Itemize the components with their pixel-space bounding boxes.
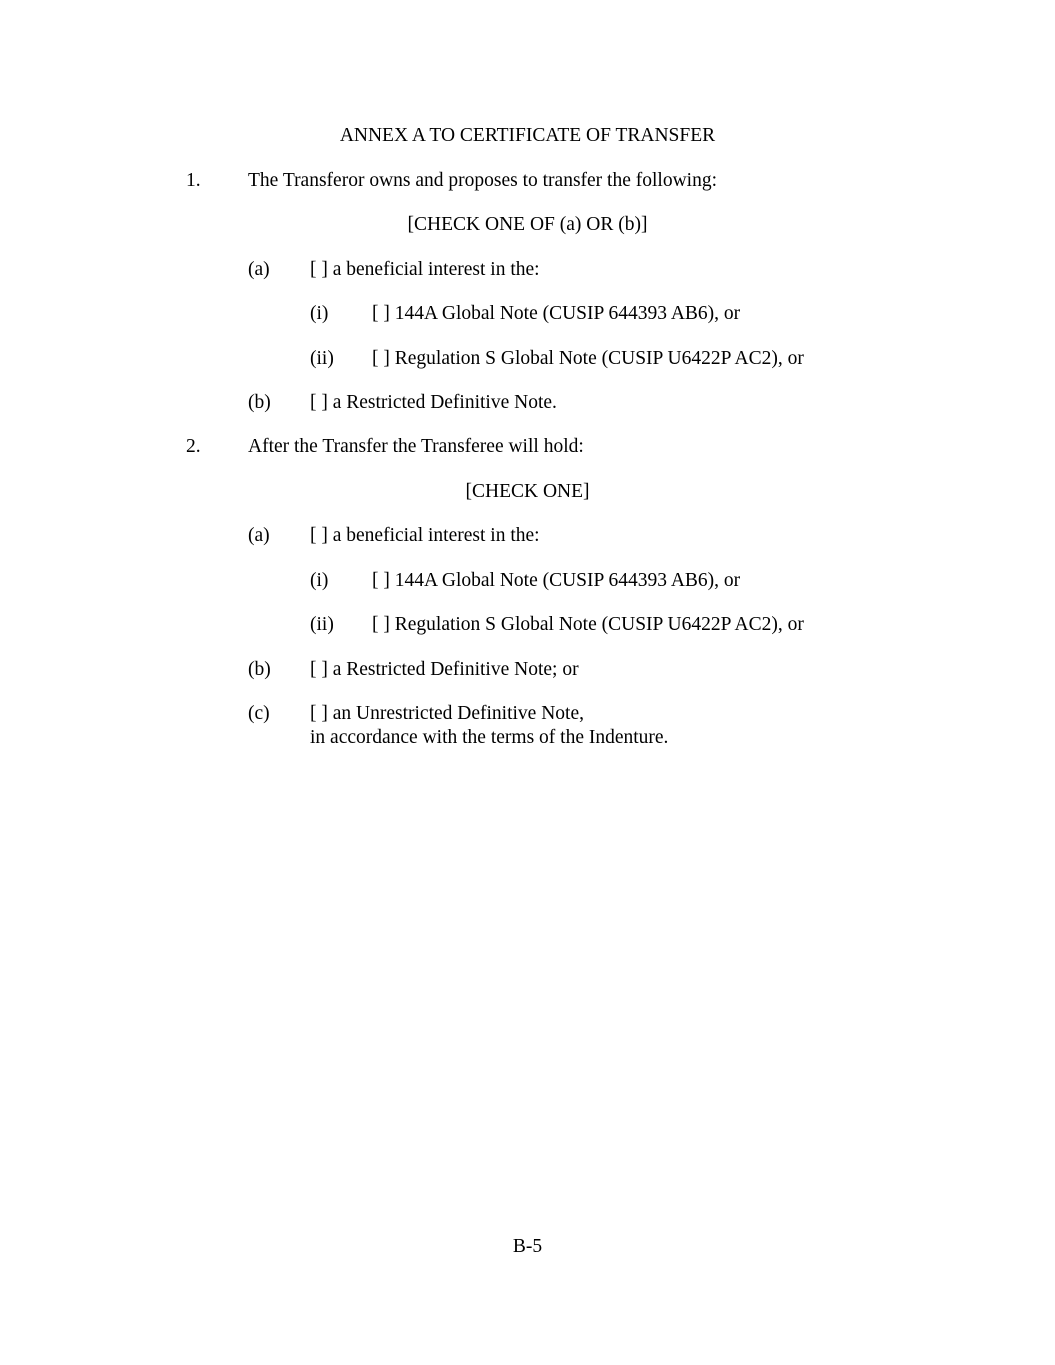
section-1-number: 1. [186, 170, 201, 191]
section-2-c-label: (c) [248, 703, 270, 724]
section-1-a-i-label: (i) [310, 303, 329, 324]
section-2-a-ii-label: (ii) [310, 614, 334, 635]
section-1-a-ii-label: (ii) [310, 348, 334, 369]
page-number: B-5 [512, 1236, 543, 1257]
section-2-instruction: [CHECK ONE] [465, 481, 590, 502]
section-1-instruction: [CHECK ONE OF (a) OR (b)] [407, 214, 648, 235]
section-1-b-label: (b) [248, 392, 271, 413]
section-1-a-ii-text: [ ] Regulation S Global Note (CUSIP U6422P AC2), or [372, 348, 804, 369]
section-2-text: After the Transfer the Transferee will hold: [248, 436, 584, 457]
page-title: ANNEX A TO CERTIFICATE OF TRANSFER [339, 125, 716, 146]
section-2-b-label: (b) [248, 659, 271, 680]
section-2-a-label: (a) [248, 525, 270, 546]
section-1-a-label: (a) [248, 259, 270, 280]
section-2-a-i-label: (i) [310, 570, 329, 591]
section-1-a-i-text: [ ] 144A Global Note (CUSIP 644393 AB6), or [372, 303, 741, 324]
section-2-number: 2. [186, 436, 201, 457]
section-2-a-text: [ ] a beneficial interest in the: [310, 525, 540, 546]
section-2-c-continuation: in accordance with the terms of the Indenture. [310, 727, 669, 748]
section-1-b-text: [ ] a Restricted Definitive Note. [310, 392, 557, 413]
section-2-a-ii-text: [ ] Regulation S Global Note (CUSIP U6422P AC2), or [372, 614, 804, 635]
section-2-c-text: [ ] an Unrestricted Definitive Note, [310, 703, 584, 724]
section-2-a-i-text: [ ] 144A Global Note (CUSIP 644393 AB6), or [372, 570, 741, 591]
section-1-text: The Transferor owns and proposes to transfer the following: [248, 170, 717, 191]
section-2-b-text: [ ] a Restricted Definitive Note; or [310, 659, 579, 680]
section-1-a-text: [ ] a beneficial interest in the: [310, 259, 540, 280]
